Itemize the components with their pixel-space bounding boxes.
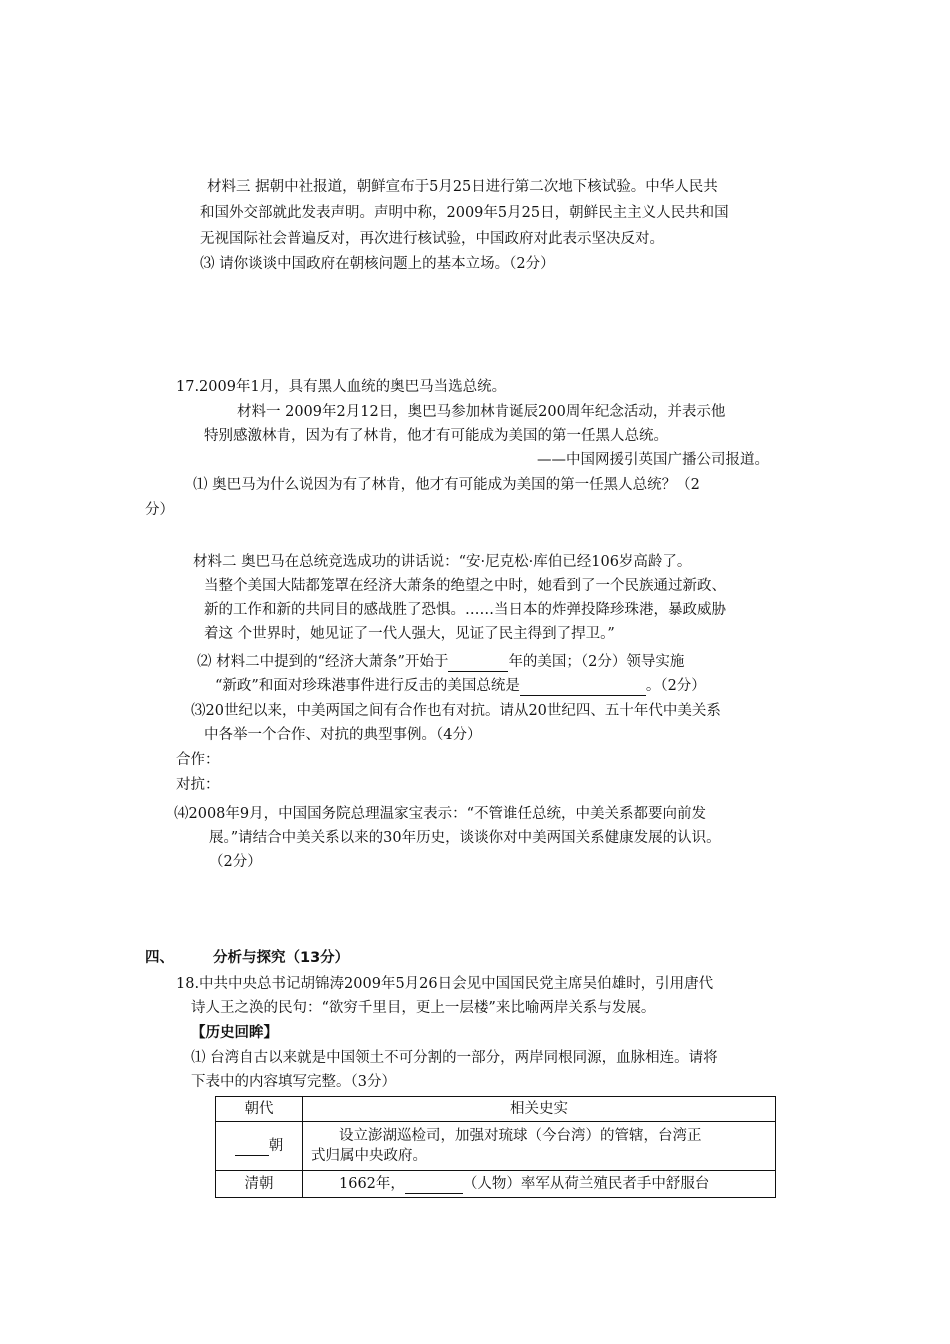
- q17-intro: 17.2009年1月，具有黑人血统的奥巴马当选总统。: [176, 379, 507, 395]
- material-3-line-1: 材料三 据朝中社报道，朝鲜宣布于5月25日进行第二次地下核试验。中华人民共: [207, 179, 718, 195]
- material-3-question: ⑶ 请你谈谈中国政府在朝核问题上的基本立场。（2分）: [200, 256, 555, 272]
- fact-cell: [303, 1171, 776, 1198]
- q17-question-3-line-1: ⑶20世纪以来，中美两国之间有合作也有对抗。请从20世纪四、五十年代中美关系: [191, 703, 721, 719]
- q17-material-2-line-3: 新的工作和新的共同目的感战胜了恐惧。……当日本的炸弹投降珍珠港，暴政威胁: [204, 602, 726, 618]
- q17-q2-text-b: 年的美国；（2分）领导实施: [508, 654, 685, 670]
- q18-question-1-line-2: 下表中的内容填写完整。（3分）: [191, 1074, 396, 1090]
- q17-material-1-line-1: 材料一 2009年2月12日，奥巴马参加林肯诞辰200周年纪念活动，并表示他: [237, 404, 726, 420]
- q17-question-1-line-1: ⑴ 奥巴马为什么说因为有了林肯，他才有可能成为美国的第一任黑人总统？（2: [193, 477, 700, 493]
- section-4-number: 四、: [145, 950, 174, 966]
- q18-history-review-tag: 【历史回眸】: [191, 1025, 278, 1041]
- q17-q2-text-d: 。（2分）: [645, 678, 706, 694]
- table-row: [216, 1171, 776, 1198]
- q17-question-4-line-2: 展。”请结合中美关系以来的30年历史，谈谈你对中美两国关系健康发展的认识。: [209, 830, 721, 846]
- q17-q2-text-c: “新政”和面对珍珠港事件进行反击的美国总统是: [215, 678, 520, 694]
- table-row: [216, 1122, 776, 1171]
- q17-question-2-line-1: [197, 652, 684, 672]
- table-header-row: [216, 1097, 776, 1122]
- q17-q2-text-a: ⑵ 材料二中提到的“经济大萧条”开始于: [197, 654, 449, 670]
- label-confrontation: 对抗：: [176, 777, 220, 793]
- dynasty-suffix: 朝: [268, 1138, 284, 1154]
- fact-cell: [303, 1122, 776, 1171]
- q18-question-1-line-1: ⑴ 台湾自古以来就是中国领土不可分割的一部分，两岸同根同源，血脉相连。请将: [191, 1050, 718, 1066]
- fact-line-2: 式归属中央政府。: [311, 1148, 427, 1164]
- q17-material-2-line-2: 当整个美国大陆都笼罩在经济大萧条的绝望之中时，她看到了一个民族通过新政、: [204, 578, 726, 594]
- q17-question-3-line-2: 中各举一个合作、对抗的典型事例。（4分）: [204, 727, 482, 743]
- header-dynasty: 朝代: [216, 1097, 303, 1122]
- header-facts: 相关史实: [303, 1097, 776, 1122]
- q17-question-4-line-1: ⑷2008年9月，中国国务院总理温家宝表示：“不管谁任总统，中美关系都要向前发: [174, 806, 707, 822]
- answer-blank-person[interactable]: [405, 1178, 463, 1194]
- fact-line-1: 设立澎湖巡检司，加强对琉球（今台湾）的管辖，台湾正: [339, 1128, 702, 1144]
- q17-question-2-line-2: [215, 676, 706, 696]
- dynasty-cell: [216, 1122, 303, 1171]
- q17-material-2-line-4: 着这 个世界时，她见证了一代人强大，见证了民主得到了捍卫。”: [204, 626, 615, 642]
- q17-material-2-line-1: 材料二 奥巴马在总统竞选成功的讲话说：“安·尼克松·库伯已经106岁高龄了。: [193, 554, 692, 570]
- q18-line-1: 18.中共中央总书记胡锦涛2009年5月26日会见中国国民党主席吴伯雄时，引用唐代: [176, 976, 714, 992]
- fact-text-b: （人物）率军从荷兰殖民者手中舒服台: [462, 1176, 710, 1192]
- fact-text-a: 1662年，: [339, 1176, 405, 1192]
- q17-question-4-line-3: （2分）: [209, 854, 262, 870]
- q18-line-2: 诗人王之涣的民句：“欲穷千里目，更上一层楼”来比喻两岸关系与发展。: [191, 1000, 656, 1016]
- label-cooperation: 合作：: [176, 752, 220, 768]
- q17-question-1-line-2: 分）: [145, 502, 174, 518]
- section-4-title: 分析与探究（13分）: [213, 950, 350, 966]
- material-3-line-2: 和国外交部就此发表声明。声明中称，2009年5月25日，朝鲜民主主义人民共和国: [200, 205, 729, 221]
- answer-blank-year[interactable]: [448, 656, 508, 672]
- history-table: [215, 1096, 776, 1198]
- q17-material-1-line-2: 特别感激林肯，因为有了林肯，他才有可能成为美国的第一任黑人总统。: [204, 428, 668, 444]
- answer-blank-president[interactable]: [520, 680, 646, 696]
- answer-blank-dynasty[interactable]: [235, 1140, 269, 1156]
- material-3-line-3: 无视国际社会普遍反对，再次进行核试验，中国政府对此表示坚决反对。: [200, 231, 664, 247]
- dynasty-cell: 清朝: [216, 1171, 303, 1198]
- q17-material-1-source: ——中国网援引英国广播公司报道。: [537, 452, 769, 468]
